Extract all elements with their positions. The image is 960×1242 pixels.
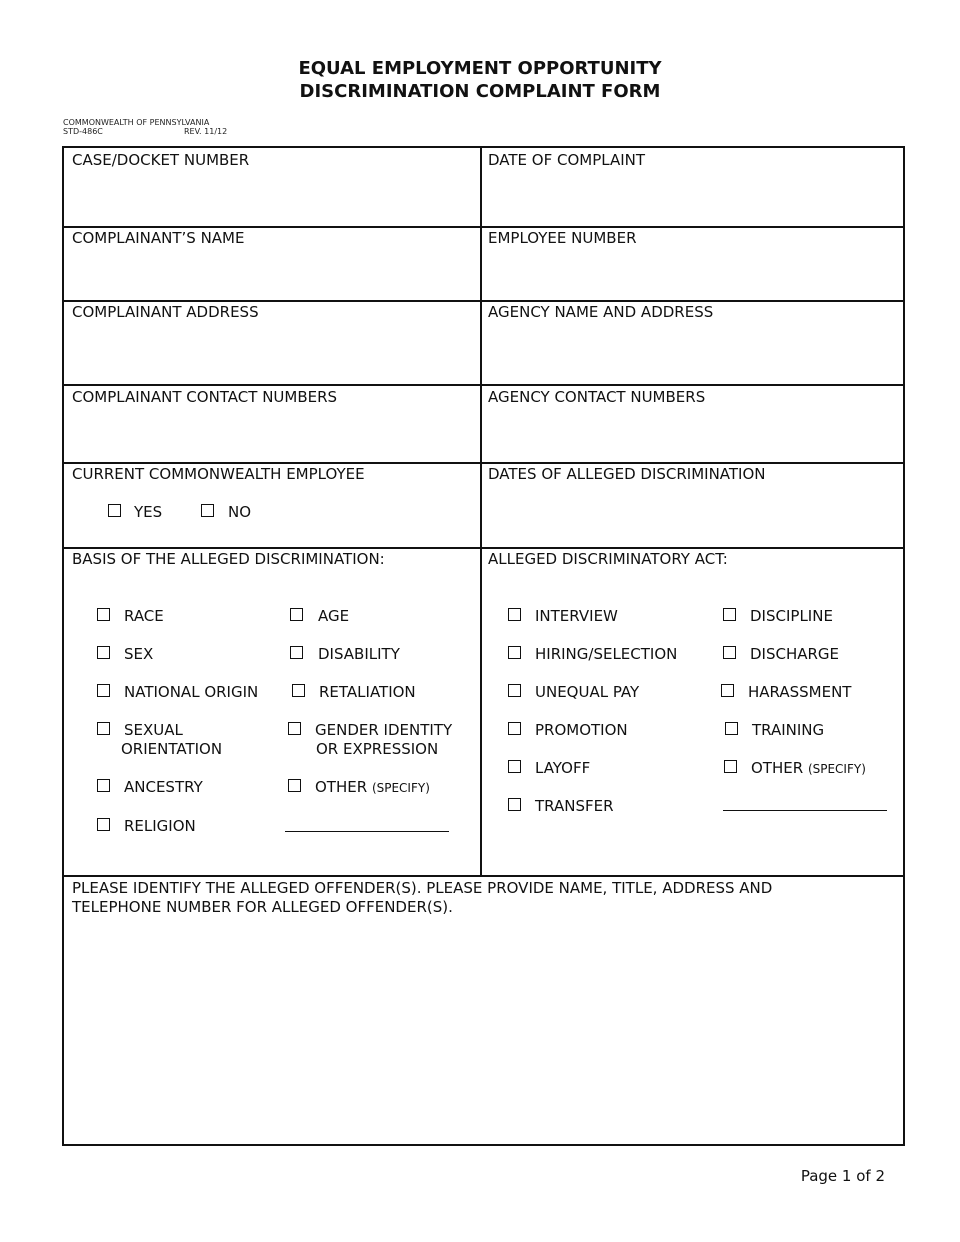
- act-heading: ALLEGED DISCRIMINATORY ACT:: [488, 550, 728, 568]
- divider: [64, 462, 903, 464]
- discipline-label: DISCIPLINE: [750, 607, 833, 625]
- race-checkbox[interactable]: [97, 608, 110, 621]
- divider: [64, 875, 903, 877]
- hiring-label: HIRING/SELECTION: [535, 645, 678, 663]
- promotion-checkbox[interactable]: [508, 722, 521, 735]
- religion-checkbox[interactable]: [97, 818, 110, 831]
- disability-checkbox[interactable]: [290, 646, 303, 659]
- revision: REV. 11/12: [184, 127, 228, 136]
- complainant-contact-field[interactable]: COMPLAINANT CONTACT NUMBERS: [72, 388, 338, 406]
- race-label: RACE: [124, 607, 164, 625]
- form-title-line2: DISCRIMINATION COMPLAINT FORM: [299, 81, 661, 102]
- discipline-checkbox[interactable]: [723, 608, 736, 621]
- hiring-checkbox[interactable]: [508, 646, 521, 659]
- offender-details-area[interactable]: [64, 920, 903, 1142]
- column-divider: [480, 148, 482, 877]
- layoff-label: LAYOFF: [535, 759, 591, 777]
- discharge-label: DISCHARGE: [750, 645, 840, 663]
- divider: [64, 547, 903, 549]
- specify-text: (SPECIFY): [371, 781, 430, 795]
- offender-instructions-1: PLEASE IDENTIFY THE ALLEGED OFFENDER(S). PLEASE PROVIDE NAME, TITLE, ADDRESS AND: [72, 879, 773, 897]
- national-origin-label: NATIONAL ORIGIN: [124, 683, 259, 701]
- age-checkbox[interactable]: [290, 608, 303, 621]
- offender-instructions-2: TELEPHONE NUMBER FOR ALLEGED OFFENDER(S).: [72, 898, 453, 916]
- yes-label: YES: [134, 503, 163, 521]
- act-other-checkbox[interactable]: [724, 760, 737, 773]
- complainant-name-field[interactable]: COMPLAINANT’S NAME: [72, 229, 245, 247]
- transfer-label: TRANSFER: [535, 797, 614, 815]
- basis-other-checkbox[interactable]: [288, 779, 301, 792]
- dates-alleged-field[interactable]: DATES OF ALLEGED DISCRIMINATION: [488, 465, 766, 483]
- form-number: STD-486C: [63, 127, 103, 136]
- complainant-address-field[interactable]: COMPLAINANT ADDRESS: [72, 303, 259, 321]
- sexual-orientation-checkbox[interactable]: [97, 722, 110, 735]
- training-checkbox[interactable]: [725, 722, 738, 735]
- interview-label: INTERVIEW: [535, 607, 618, 625]
- sex-label: SEX: [124, 645, 154, 663]
- sex-checkbox[interactable]: [97, 646, 110, 659]
- ancestry-checkbox[interactable]: [97, 779, 110, 792]
- national-origin-checkbox[interactable]: [97, 684, 110, 697]
- unequal-pay-label: UNEQUAL PAY: [535, 683, 640, 701]
- date-of-complaint-field[interactable]: DATE OF COMPLAINT: [488, 151, 646, 169]
- act-other-label: [751, 759, 866, 777]
- other-text: OTHER: [751, 759, 804, 777]
- basis-heading: BASIS OF THE ALLEGED DISCRIMINATION:: [72, 550, 385, 568]
- basis-other-label: [315, 778, 430, 796]
- ancestry-label: ANCESTRY: [124, 778, 203, 796]
- discharge-checkbox[interactable]: [723, 646, 736, 659]
- age-label: AGE: [318, 607, 350, 625]
- harassment-label: HARASSMENT: [748, 683, 852, 701]
- gender-identity-label-2: OR EXPRESSION: [316, 740, 439, 758]
- layoff-checkbox[interactable]: [508, 760, 521, 773]
- other-text: OTHER: [315, 778, 368, 796]
- act-other-specify-line[interactable]: [723, 810, 887, 811]
- gender-identity-checkbox[interactable]: [288, 722, 301, 735]
- retaliation-label: RETALIATION: [319, 683, 416, 701]
- specify-text: (SPECIFY): [807, 762, 866, 776]
- interview-checkbox[interactable]: [508, 608, 521, 621]
- sexual-orientation-label: SEXUAL: [124, 721, 183, 739]
- divider: [64, 384, 903, 386]
- religion-label: RELIGION: [124, 817, 196, 835]
- form-title-line1: EQUAL EMPLOYMENT OPPORTUNITY: [298, 58, 662, 79]
- case-docket-field[interactable]: CASE/DOCKET NUMBER: [72, 151, 250, 169]
- no-checkbox[interactable]: [201, 504, 214, 517]
- retaliation-checkbox[interactable]: [292, 684, 305, 697]
- current-employee-label: CURRENT COMMONWEALTH EMPLOYEE: [72, 465, 365, 483]
- agency-name: COMMONWEALTH OF PENNSYLVANIA: [63, 118, 210, 127]
- gender-identity-label: GENDER IDENTITY: [315, 721, 453, 739]
- disability-label: DISABILITY: [318, 645, 400, 663]
- employee-number-field[interactable]: EMPLOYEE NUMBER: [488, 229, 637, 247]
- transfer-checkbox[interactable]: [508, 798, 521, 811]
- agency-name-address-field[interactable]: AGENCY NAME AND ADDRESS: [488, 303, 714, 321]
- divider: [64, 226, 903, 228]
- basis-other-specify-line[interactable]: [285, 831, 449, 832]
- harassment-checkbox[interactable]: [721, 684, 734, 697]
- unequal-pay-checkbox[interactable]: [508, 684, 521, 697]
- no-label: NO: [228, 503, 252, 521]
- divider: [64, 300, 903, 302]
- yes-checkbox[interactable]: [108, 504, 121, 517]
- training-label: TRAINING: [752, 721, 825, 739]
- complaint-form-table: [62, 146, 905, 1146]
- sexual-orientation-label-2: ORIENTATION: [121, 740, 223, 758]
- page-number: Page 1 of 2: [800, 1167, 885, 1185]
- promotion-label: PROMOTION: [535, 721, 628, 739]
- agency-contact-field[interactable]: AGENCY CONTACT NUMBERS: [488, 388, 706, 406]
